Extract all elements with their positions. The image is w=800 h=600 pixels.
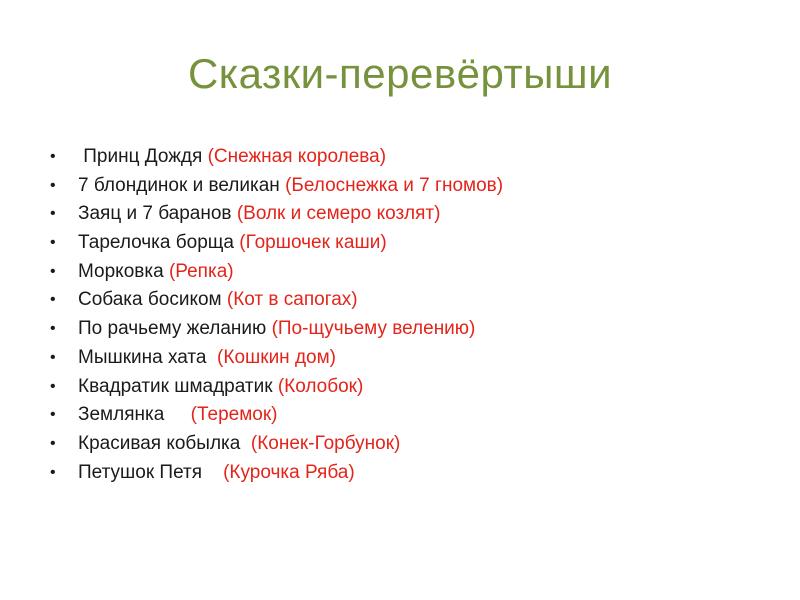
slide-title: Сказки-перевёртыши xyxy=(187,50,613,97)
list-item xyxy=(50,459,503,488)
original-tale-name: (Белоснежка и 7 гномов) xyxy=(285,174,504,196)
bullet-icon: • xyxy=(50,434,56,452)
bullet-icon: • xyxy=(50,234,56,252)
original-tale-name: (Горшочек каши) xyxy=(239,232,387,254)
bullet-icon: • xyxy=(50,463,56,481)
bullet-icon: • xyxy=(50,262,56,280)
original-tale-name: (Кошкин дом) xyxy=(217,346,336,368)
original-tale-name: (По-щучьему велению) xyxy=(271,318,476,340)
inverted-tale-name: Морковка xyxy=(78,260,169,282)
original-tale-name: (Колобок) xyxy=(277,375,364,397)
bullet-icon: • xyxy=(50,406,56,424)
list-item xyxy=(50,344,503,373)
bullet-icon: • xyxy=(50,320,56,338)
list-item xyxy=(50,229,503,258)
list-item xyxy=(50,258,503,287)
original-tale-name: (Курочка Ряба) xyxy=(223,461,355,483)
inverted-tale-name: Собака босиком xyxy=(78,289,227,311)
list-item xyxy=(50,373,503,402)
list-item xyxy=(50,143,503,172)
inverted-tale-name: Землянка xyxy=(78,404,191,426)
bullet-icon: • xyxy=(50,148,56,165)
inverted-tale-name: Заяц и 7 баранов xyxy=(78,203,237,225)
bullet-icon: • xyxy=(50,205,56,223)
original-tale-name: (Теремок) xyxy=(190,404,278,426)
list-item xyxy=(50,200,503,229)
original-tale-name: (Репка) xyxy=(168,260,234,282)
list-item xyxy=(50,401,503,430)
original-tale-name: (Волк и семеро козлят) xyxy=(236,203,441,225)
inverted-tale-name: Красивая кобылка xyxy=(78,432,251,454)
inverted-tale-name: Мышкина хата xyxy=(78,346,218,368)
tale-list xyxy=(50,143,503,487)
inverted-tale-name: По рачьему желанию xyxy=(78,318,272,340)
inverted-tale-name: 7 блондинок и великан xyxy=(78,174,286,196)
original-tale-name: (Снежная королева) xyxy=(207,146,387,167)
list-item xyxy=(50,315,503,344)
inverted-tale-name: Принц Дождя xyxy=(78,146,208,167)
list-item xyxy=(50,286,503,315)
inverted-tale-name: Петушок Петя xyxy=(78,461,224,483)
bullet-icon: • xyxy=(50,291,56,309)
bullet-icon: • xyxy=(50,348,56,366)
bullet-icon: • xyxy=(50,176,56,194)
list-item xyxy=(50,172,503,201)
original-tale-name: (Кот в сапогах) xyxy=(226,289,358,311)
inverted-tale-name: Тарелочка борща xyxy=(78,232,240,254)
inverted-tale-name: Квадратик шмадратик xyxy=(78,375,278,397)
original-tale-name: (Конек-Горбунок) xyxy=(250,432,401,454)
bullet-icon: • xyxy=(50,377,56,395)
list-item xyxy=(50,430,503,459)
